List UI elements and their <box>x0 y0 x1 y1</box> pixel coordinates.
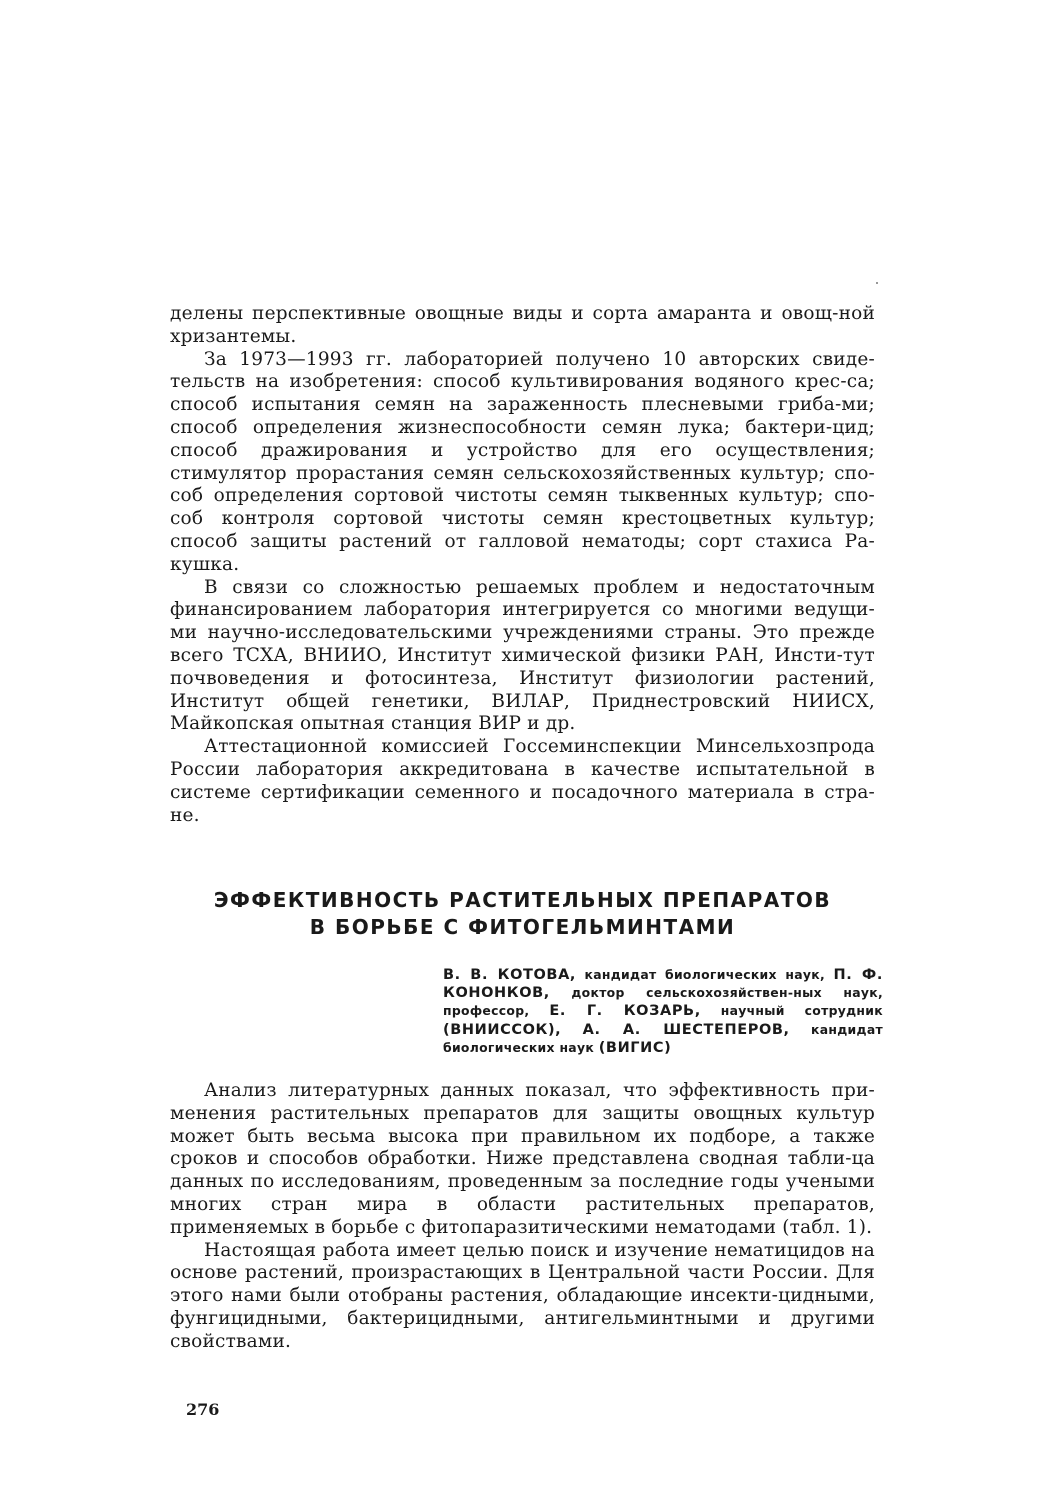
author-name: В. В. КОТОВА, <box>443 967 576 983</box>
article-authors <box>443 966 883 1057</box>
article-title-line-2: В БОРЬБЕ С ФИТОГЕЛЬМИНТАМИ <box>309 915 736 939</box>
paragraph-continuation: делены перспективные овощные виды и сорта амаранта и овощ-ной хризантемы. <box>170 303 875 347</box>
article-title-line-1: ЭФФЕКТИВНОСТЬ РАСТИТЕЛЬНЫХ ПРЕПАРАТОВ <box>213 888 832 912</box>
author-affiliation: (ВИГИС) <box>598 1039 672 1056</box>
scan-speck <box>876 282 878 284</box>
author-name: Е. Г. КОЗАРЬ, <box>549 1003 701 1020</box>
author-name: А. А. ШЕСТЕПЕРОВ, <box>582 1021 790 1038</box>
author-credential: кандидат биологических наук <box>443 1021 883 1055</box>
author-credential: доктор сельскохозяйствен-ных наук, профессор, <box>443 985 883 1019</box>
top-text-block <box>170 303 875 827</box>
author-credential: кандидат биологических наук, <box>584 967 825 982</box>
page-number: 276 <box>186 1400 220 1419</box>
paragraph-accreditation: Аттестационной комиссией Госсеминспекции Минсельхозпрода России лаборатория аккредитована в качестве испытательной в системе сертификации семенного и посадочного материала в стра-не. <box>170 736 875 826</box>
author-name: П. Ф. КОНОНКОВ, <box>443 967 883 1002</box>
article-body <box>170 1080 875 1354</box>
paragraph-literature-analysis: Анализ литературных данных показал, что эффективность при-менения растительных препаратов для защиты овощных культур может быть весьма высока при правильном их подборе, а также сроков и способов обработки. Ниже представлена сводная табли-ца данных по исследованиям, проведенным за последние годы учеными многих стран мира в области растительных препаратов, применяемых в борьбе с фитопаразитическими нематодами (табл. 1). <box>170 1080 875 1238</box>
author-affiliation: (ВНИИССОК), <box>443 1021 562 1038</box>
paragraph-cooperation: В связи со сложностью решаемых проблем и недостаточным финансированием лаборатория интегрируется со многими ведущи-ми научно-исследовательскими учреждениями страны. Это прежде всего ТСХА, ВНИИО, Институт химической физики РАН, Инсти-тут почвоведения и фотосинтеза, Институт физиологии растений, Институт общей генетики, ВИЛАР, Приднестровский НИИСХ, Майкопская опытная станция ВИР и др. <box>170 576 875 735</box>
article-title <box>170 887 875 941</box>
paragraph-inventions: За 1973—1993 гг. лабораторией получено 10 авторских свиде-тельств на изобретения: способ культивирования водяного крес-са; способ испытания семян на зараженность плесневыми гриба-ми; способ определения жизнеспособности семян лука; бактери-цид; способ дражирования и устройство для его осуществления; стимулятор прорастания семян сельскохозяйственных культур; спо-соб определения сортовой чистоты семян тыквенных культур; спо-соб контроля сортовой чистоты семян крестоцветных культур; способ защиты растений от галловой нематоды; сорт стахиса Ра-кушка. <box>170 348 875 575</box>
paragraph-research-goal: Настоящая работа имеет целью поиск и изучение нематицидов на основе растений, произрастающих в Центральной части России. Для этого нами были отобраны растения, обладающие инсекти-цидными, фунгицидными, бактерицидными, антигельминтными и другими свойствами. <box>170 1239 875 1352</box>
author-credential: научный сотрудник <box>720 1003 883 1019</box>
